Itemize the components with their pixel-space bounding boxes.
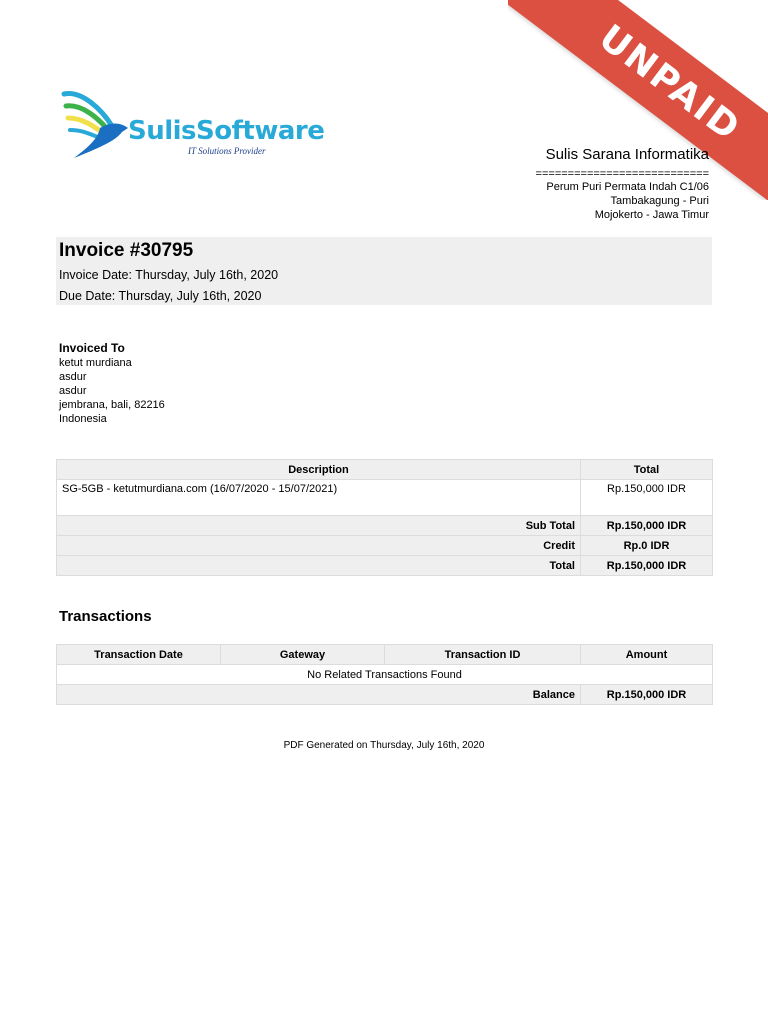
company-separator: =========================== <box>535 168 709 180</box>
table-header-row <box>57 460 713 480</box>
company-address-line: Perum Puri Permata Indah C1/06 <box>546 181 709 193</box>
credit-value: Rp.0 IDR <box>581 536 713 556</box>
company-address-line: Tambakagung - Puri <box>610 195 709 207</box>
invoiced-to-heading: Invoiced To <box>59 341 125 355</box>
total-label: Total <box>57 556 581 576</box>
balance-label: Balance <box>57 685 581 705</box>
invoiced-to <box>59 341 165 426</box>
column-header-description: Description <box>57 460 581 480</box>
invoice-title: Invoice #30795 <box>59 240 194 261</box>
column-header-amount: Amount <box>581 645 713 665</box>
invoice-header <box>56 237 712 305</box>
table-header-row <box>57 645 713 665</box>
column-header-gateway: Gateway <box>221 645 385 665</box>
invoiced-to-line: asdur <box>59 371 87 383</box>
subtotal-label: Sub Total <box>57 516 581 536</box>
due-date: Due Date: Thursday, July 16th, 2020 <box>59 289 262 303</box>
transactions-heading: Transactions <box>59 608 152 625</box>
transactions-table <box>56 644 713 705</box>
credit-row <box>57 536 713 556</box>
invoiced-to-line: Indonesia <box>59 413 107 425</box>
invoice-date: Invoice Date: Thursday, July 16th, 2020 <box>59 268 279 282</box>
unpaid-stamp: UNPAID <box>508 0 768 200</box>
column-header-total: Total <box>581 460 713 480</box>
total-value: Rp.150,000 IDR <box>581 556 713 576</box>
pdf-generated-footer: PDF Generated on Thursday, July 16th, 2020 <box>283 740 485 751</box>
item-description: SG-5GB - ketutmurdiana.com (16/07/2020 - 15/07/2021) <box>57 480 581 516</box>
company-name: Sulis Sarana Informatika <box>545 146 709 163</box>
logo-wordmark: SulisSoftware <box>128 116 325 146</box>
invoiced-to-line: asdur <box>59 385 87 397</box>
invoiced-to-line: jembrana, bali, 82216 <box>59 399 165 411</box>
company-logo <box>60 88 330 160</box>
item-total: Rp.150,000 IDR <box>581 480 713 516</box>
subtotal-row <box>57 516 713 536</box>
column-header-transaction-date: Transaction Date <box>57 645 221 665</box>
total-row <box>57 556 713 576</box>
credit-label: Credit <box>57 536 581 556</box>
company-info <box>536 146 709 222</box>
items-table <box>56 459 713 576</box>
subtotal-value: Rp.150,000 IDR <box>581 516 713 536</box>
balance-row <box>57 685 713 705</box>
table-row <box>57 480 713 516</box>
column-header-transaction-id: Transaction ID <box>385 645 581 665</box>
table-row <box>57 665 713 685</box>
company-address-line: Mojokerto - Jawa Timur <box>594 209 709 221</box>
invoiced-to-line: ketut murdiana <box>59 357 132 369</box>
balance-value: Rp.150,000 IDR <box>581 685 713 705</box>
no-transactions-message: No Related Transactions Found <box>57 665 713 685</box>
logo-tagline: IT Solutions Provider <box>188 146 266 156</box>
